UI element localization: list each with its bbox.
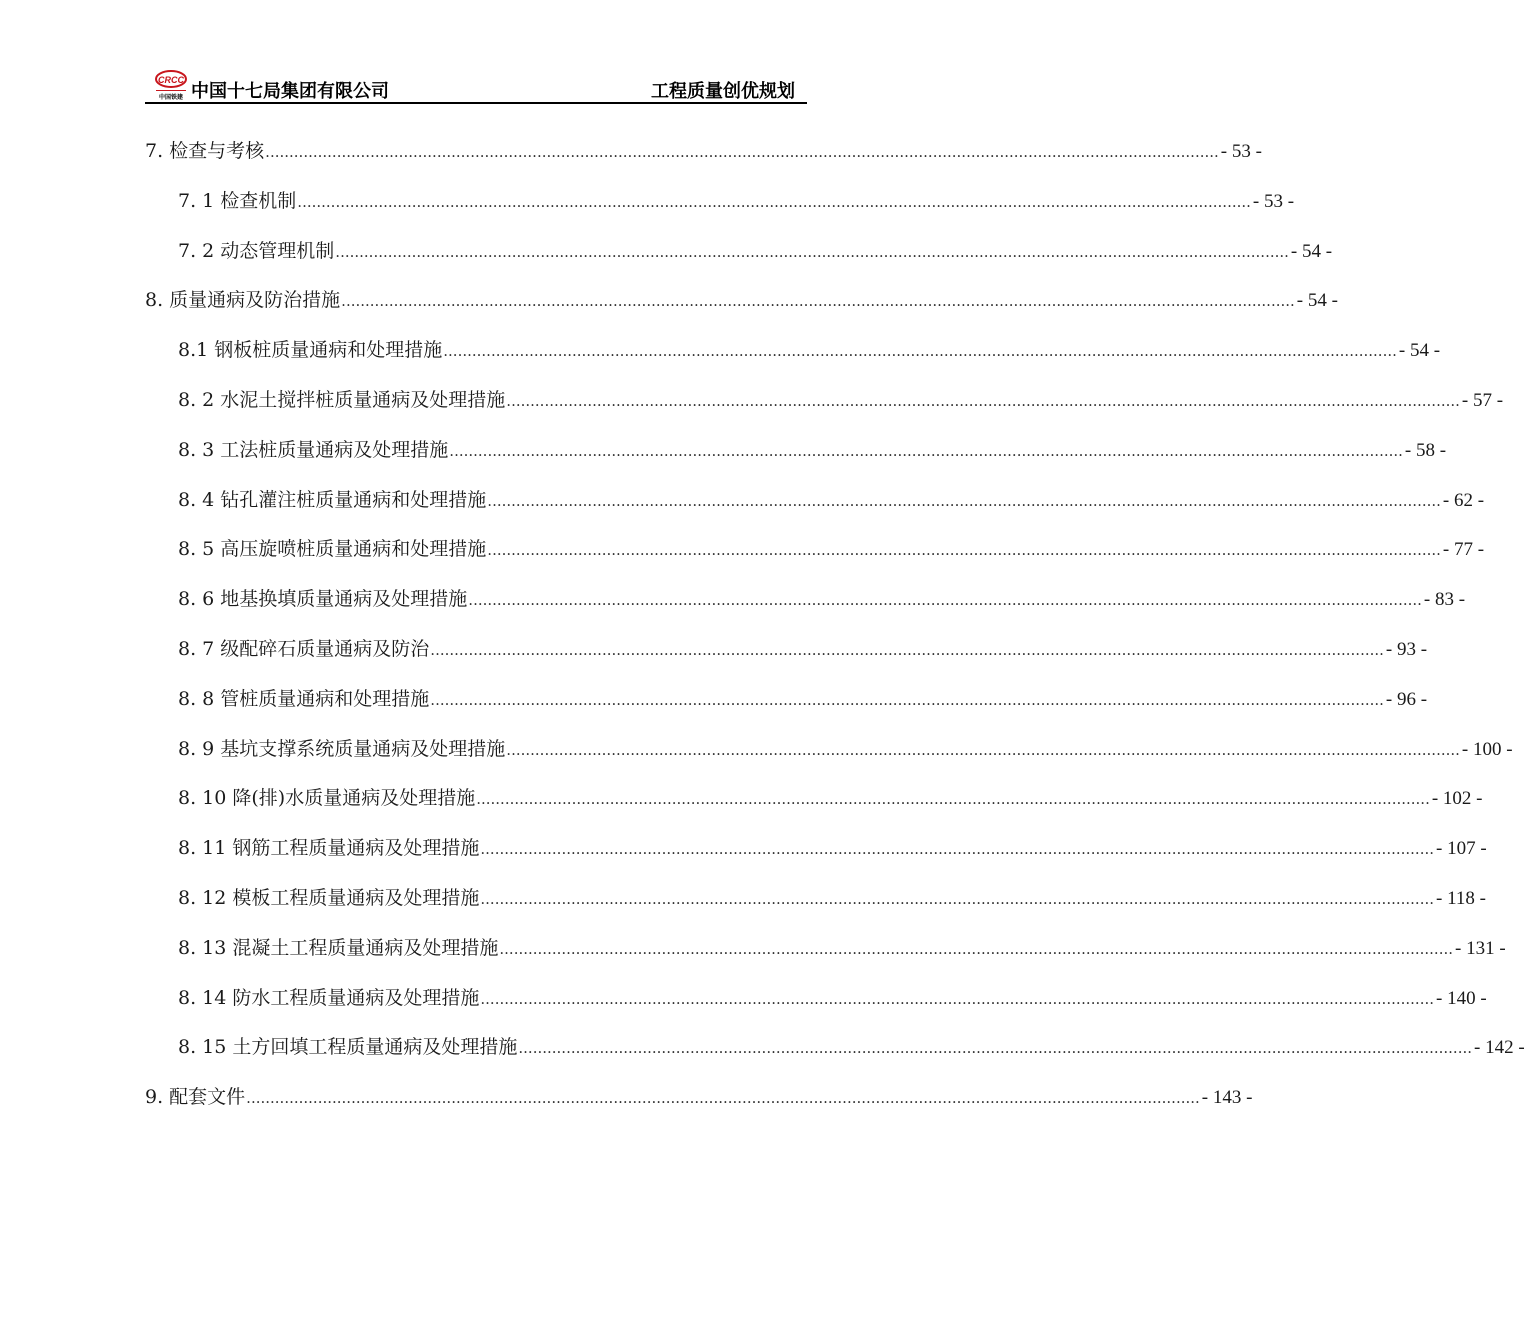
toc-entry-label: 8. 13 混凝土工程质量通病及处理措施 <box>178 937 499 959</box>
toc-entry[interactable] <box>178 784 1483 812</box>
toc-entry[interactable] <box>178 735 1513 763</box>
crcc-logo-icon <box>153 68 189 102</box>
toc-entry-page: - 118 - <box>1436 888 1486 909</box>
toc-entry-label: 8. 10 降(排)水质量通病及处理措施 <box>178 787 476 809</box>
toc-dot-leader: ........................................................................................................................................................................................................ <box>487 541 1441 559</box>
toc-dot-leader: ........................................................................................................................................................................................................ <box>506 741 1460 759</box>
toc-dot-leader: ........................................................................................................................................................................................................ <box>335 243 1289 261</box>
toc-entry[interactable] <box>178 685 1428 713</box>
toc-entry[interactable] <box>178 934 1506 962</box>
page-header <box>145 64 807 104</box>
toc-entry-label: 8.1 钢板桩质量通病和处理措施 <box>178 339 443 361</box>
toc-dot-leader: ........................................................................................................................................................................................................ <box>265 143 1219 161</box>
toc-entry[interactable] <box>178 187 1295 215</box>
toc-entry[interactable] <box>178 834 1487 862</box>
toc-dot-leader: ........................................................................................................................................................................................................ <box>487 492 1441 510</box>
toc-entry-page: - 107 - <box>1436 838 1487 859</box>
toc-entry[interactable] <box>178 984 1487 1012</box>
toc-entry[interactable] <box>178 535 1485 563</box>
toc-dot-leader: ........................................................................................................................................................................................................ <box>506 392 1460 410</box>
toc-entry-page: - 131 - <box>1455 938 1506 959</box>
toc-dot-leader: ........................................................................................................................................................................................................ <box>480 990 1435 1008</box>
toc-entry[interactable] <box>145 1083 1253 1111</box>
toc-entry-page: - 54 - <box>1398 340 1441 361</box>
toc-entry-page: - 53 - <box>1252 191 1295 212</box>
toc-entry[interactable] <box>145 137 1262 165</box>
toc-dot-leader: ........................................................................................................................................................................................................ <box>430 641 1384 659</box>
toc-dot-leader: ........................................................................................................................................................................................................ <box>341 292 1295 310</box>
toc-dot-leader: ........................................................................................................................................................................................................ <box>476 790 1430 808</box>
toc-entry-page: - 54 - <box>1290 241 1333 262</box>
toc-entry-label: 7. 1 检查机制 <box>178 190 297 212</box>
toc-entry-page: - 140 - <box>1436 988 1487 1009</box>
toc-entry-label: 7. 检查与考核 <box>145 140 265 162</box>
toc-entry-label: 8. 9 基坑支撑系统质量通病及处理措施 <box>178 738 506 760</box>
toc-entry-page: - 100 - <box>1461 739 1513 760</box>
company-name: 中国十七局集团有限公司 <box>191 81 389 102</box>
toc-entry-label: 8. 14 防水工程质量通病及处理措施 <box>178 987 480 1009</box>
toc-entry-label: 9. 配套文件 <box>145 1086 246 1108</box>
toc-entry-label: 8. 12 模板工程质量通病及处理措施 <box>178 887 480 909</box>
toc-entry[interactable] <box>178 336 1441 364</box>
toc-entry[interactable] <box>178 486 1485 514</box>
toc-entry-page: - 54 - <box>1296 290 1338 311</box>
toc-entry-page: - 53 - <box>1220 141 1262 162</box>
toc-entry-label: 8. 2 水泥土搅拌桩质量通病及处理措施 <box>178 389 506 411</box>
toc-dot-leader: ........................................................................................................................................................................................................ <box>430 691 1384 709</box>
toc-entry[interactable] <box>178 1033 1525 1061</box>
toc-entry-label: 8. 3 工法桩质量通病及处理措施 <box>178 439 449 461</box>
svg-text:CRCC: CRCC <box>158 75 184 85</box>
toc-dot-leader: ........................................................................................................................................................................................................ <box>499 940 1454 958</box>
toc-entry[interactable] <box>178 635 1428 663</box>
toc-entry-label: 8. 8 管桩质量通病和处理措施 <box>178 688 430 710</box>
toc-entry-label: 8. 6 地基换填质量通病及处理措施 <box>178 588 468 610</box>
toc-entry-page: - 83 - <box>1423 589 1466 610</box>
toc-dot-leader: ........................................................................................................................................................................................................ <box>480 840 1435 858</box>
toc-entry[interactable] <box>145 286 1338 314</box>
toc-entry-page: - 143 - <box>1201 1087 1253 1108</box>
toc-entry[interactable] <box>178 884 1486 912</box>
toc-entry-label: 8. 5 高压旋喷桩质量通病和处理措施 <box>178 538 487 560</box>
document-title: 工程质量创优规划 <box>651 81 795 102</box>
toc-entry-label: 8. 11 钢筋工程质量通病及处理措施 <box>178 837 480 859</box>
toc-entry-label: 7. 2 动态管理机制 <box>178 240 335 262</box>
toc-entry-label: 8. 4 钻孔灌注桩质量通病和处理措施 <box>178 489 487 511</box>
toc-entry[interactable] <box>178 436 1447 464</box>
toc-entry-page: - 57 - <box>1461 390 1504 411</box>
svg-text:中国铁建: 中国铁建 <box>158 94 184 101</box>
toc-dot-leader: ........................................................................................................................................................................................................ <box>443 342 1397 360</box>
toc-entry-page: - 96 - <box>1385 689 1428 710</box>
toc-entry-page: - 62 - <box>1442 490 1485 511</box>
toc-dot-leader: ........................................................................................................................................................................................................ <box>246 1089 1200 1107</box>
toc-entry[interactable] <box>178 585 1466 613</box>
toc-dot-leader: ........................................................................................................................................................................................................ <box>297 193 1251 211</box>
toc-entry-label: 8. 质量通病及防治措施 <box>145 289 341 311</box>
toc-entry-page: - 142 - <box>1474 1037 1525 1058</box>
toc-dot-leader: ........................................................................................................................................................................................................ <box>449 442 1403 460</box>
toc-dot-leader: ........................................................................................................................................................................................................ <box>480 890 1435 908</box>
toc-entry-page: - 102 - <box>1431 788 1483 809</box>
toc-entry-page: - 58 - <box>1404 440 1447 461</box>
toc-entry[interactable] <box>178 237 1333 265</box>
toc-dot-leader: ........................................................................................................................................................................................................ <box>468 591 1422 609</box>
toc-entry-page: - 93 - <box>1385 639 1428 660</box>
toc-entry-page: - 77 - <box>1442 539 1485 560</box>
toc-entry[interactable] <box>178 386 1504 414</box>
toc-entry-label: 8. 7 级配碎石质量通病及防治 <box>178 638 430 660</box>
toc-entry-label: 8. 15 土方回填工程质量通病及处理措施 <box>178 1036 518 1058</box>
toc-dot-leader: ........................................................................................................................................................................................................ <box>518 1039 1473 1057</box>
